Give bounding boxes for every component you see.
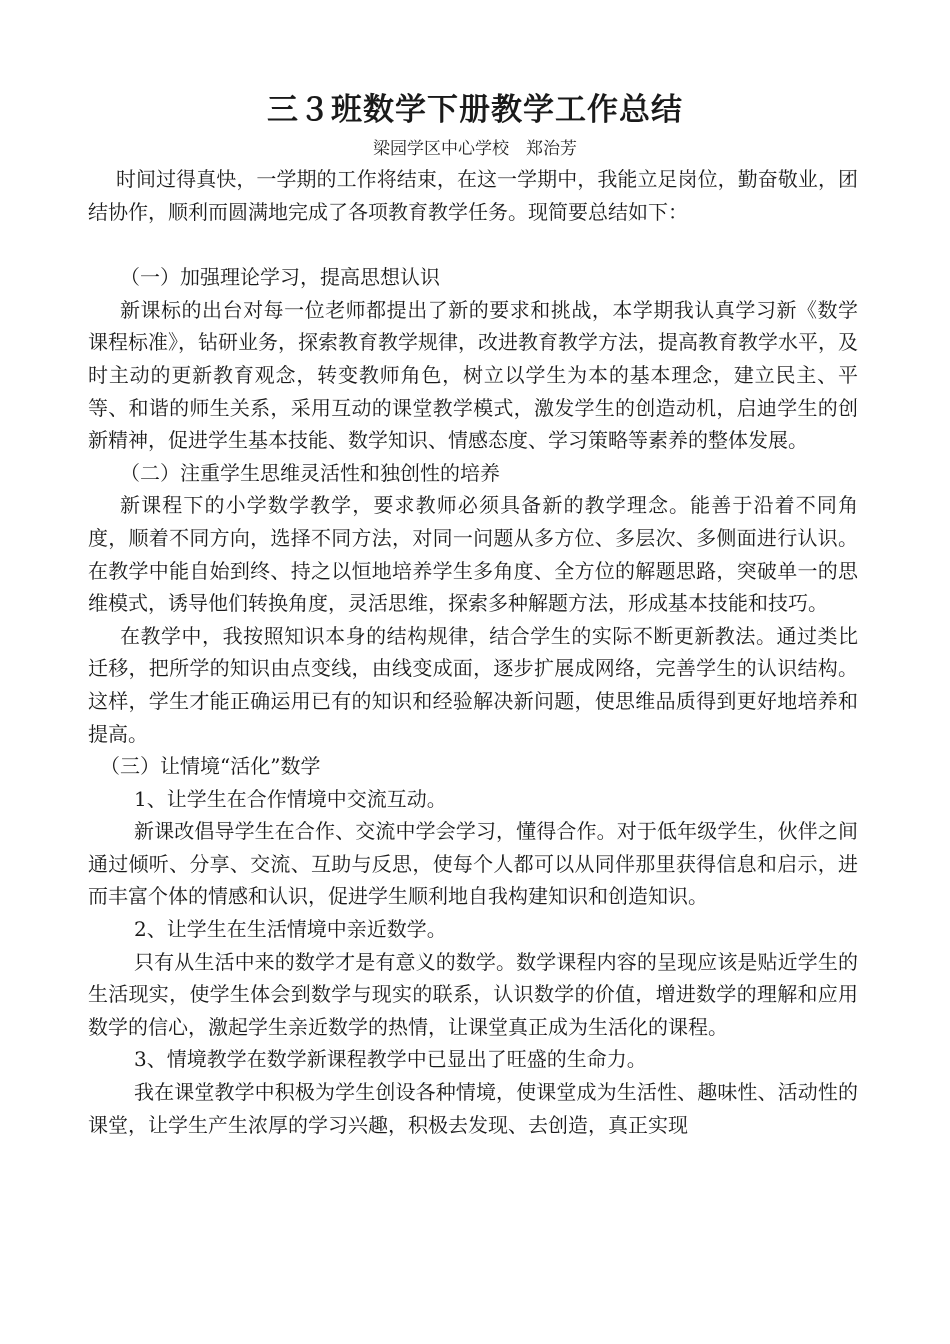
document-body bbox=[88, 163, 858, 1141]
blank-line bbox=[88, 228, 858, 261]
subheading-3: 3、情境教学在数学新课程教学中已显出了旺盛的生命力。 bbox=[134, 1047, 647, 1072]
body-paragraph: 新课程下的小学数学教学，要求教师必须具备新的教学理念。能善于沿着不同角度，顺着不同方向，选择不同方法，对同一问题从多方位、多层次、多侧面进行认识。在教学中能自始到终、持之以恒地培养学生多角度、全方位的解题思路，突破单一的思维模式，诱导他们转换角度，灵活思维，探索多种解题方法，形成基本技能和技巧。 bbox=[88, 493, 858, 616]
subheading-1: 1、让学生在合作情境中交流互动。 bbox=[134, 786, 447, 811]
body-paragraph: 我在课堂教学中积极为学生创设各种情境，使课堂成为生活性、趣味性、活动性的课堂，让学生产生浓厚的学习兴趣，积极去发现、去创造，真正实现 bbox=[88, 1080, 858, 1137]
body-paragraph: 新课改倡导学生在合作、交流中学会学习，懂得合作。对于低年级学生，伙伴之间通过倾听、分享、交流、互助与反思，使每个人都可以从同伴那里获得信息和启示，进而丰富个体的情感和认识，促进学生顺利地自我构建知识和创造知识。 bbox=[88, 819, 858, 909]
body-paragraph: 新课标的出台对每一位老师都提出了新的要求和挑战，本学期我认真学习新《数学课程标准》，钻研业务，探索教育教学规律，改进教育教学方法，提高教育教学水平，及时主动的更新教育观念，转变教师角色，树立以学生为本的基本理念，建立民主、平等、和谐的师生关系，采用互动的课堂教学模式，激发学生的创造动机，启迪学生的创新精神，促进学生基本技能、数学知识、情感态度、学习策略等素养的整体发展。 bbox=[88, 297, 858, 453]
section-heading-1: （一）加强理论学习，提高思想认识 bbox=[120, 265, 440, 290]
body-paragraph: 只有从生活中来的数学才是有意义的数学。数学课程内容的呈现应该是贴近学生的生活现实，使学生体会到数学与现实的联系，认识数学的价值，增进数学的理解和应用数学的信心，激起学生亲近数学的热情，让课堂真正成为生活化的课程。 bbox=[88, 949, 858, 1039]
document-author: 梁园学区中心学校 郑治芳 bbox=[373, 139, 577, 159]
body-paragraph: 在教学中，我按照知识本身的结构规律，结合学生的实际不断更新教法。通过类比迁移，把所学的知识由点变线，由线变成面，逐步扩展成网络，完善学生的认识结构。这样，学生才能正确运用已有的知识和经验解决新问题，使思维品质得到更好地培养和提高。 bbox=[88, 623, 858, 746]
section-heading-2: （二）注重学生思维灵活性和独创性的培养 bbox=[120, 460, 500, 485]
subheading-2: 2、让学生在生活情境中亲近数学。 bbox=[134, 917, 447, 942]
intro-paragraph: 时间过得真快，一学期的工作将结束，在这一学期中，我能立足岗位，勤奋敬业，团结协作，顺利而圆满地完成了各项教育教学任务。现简要总结如下： bbox=[88, 167, 858, 224]
document-title: 三３班数学下册教学工作总结 bbox=[267, 92, 683, 128]
section-heading-3: （三）让情境“活化”数学 bbox=[100, 754, 321, 779]
